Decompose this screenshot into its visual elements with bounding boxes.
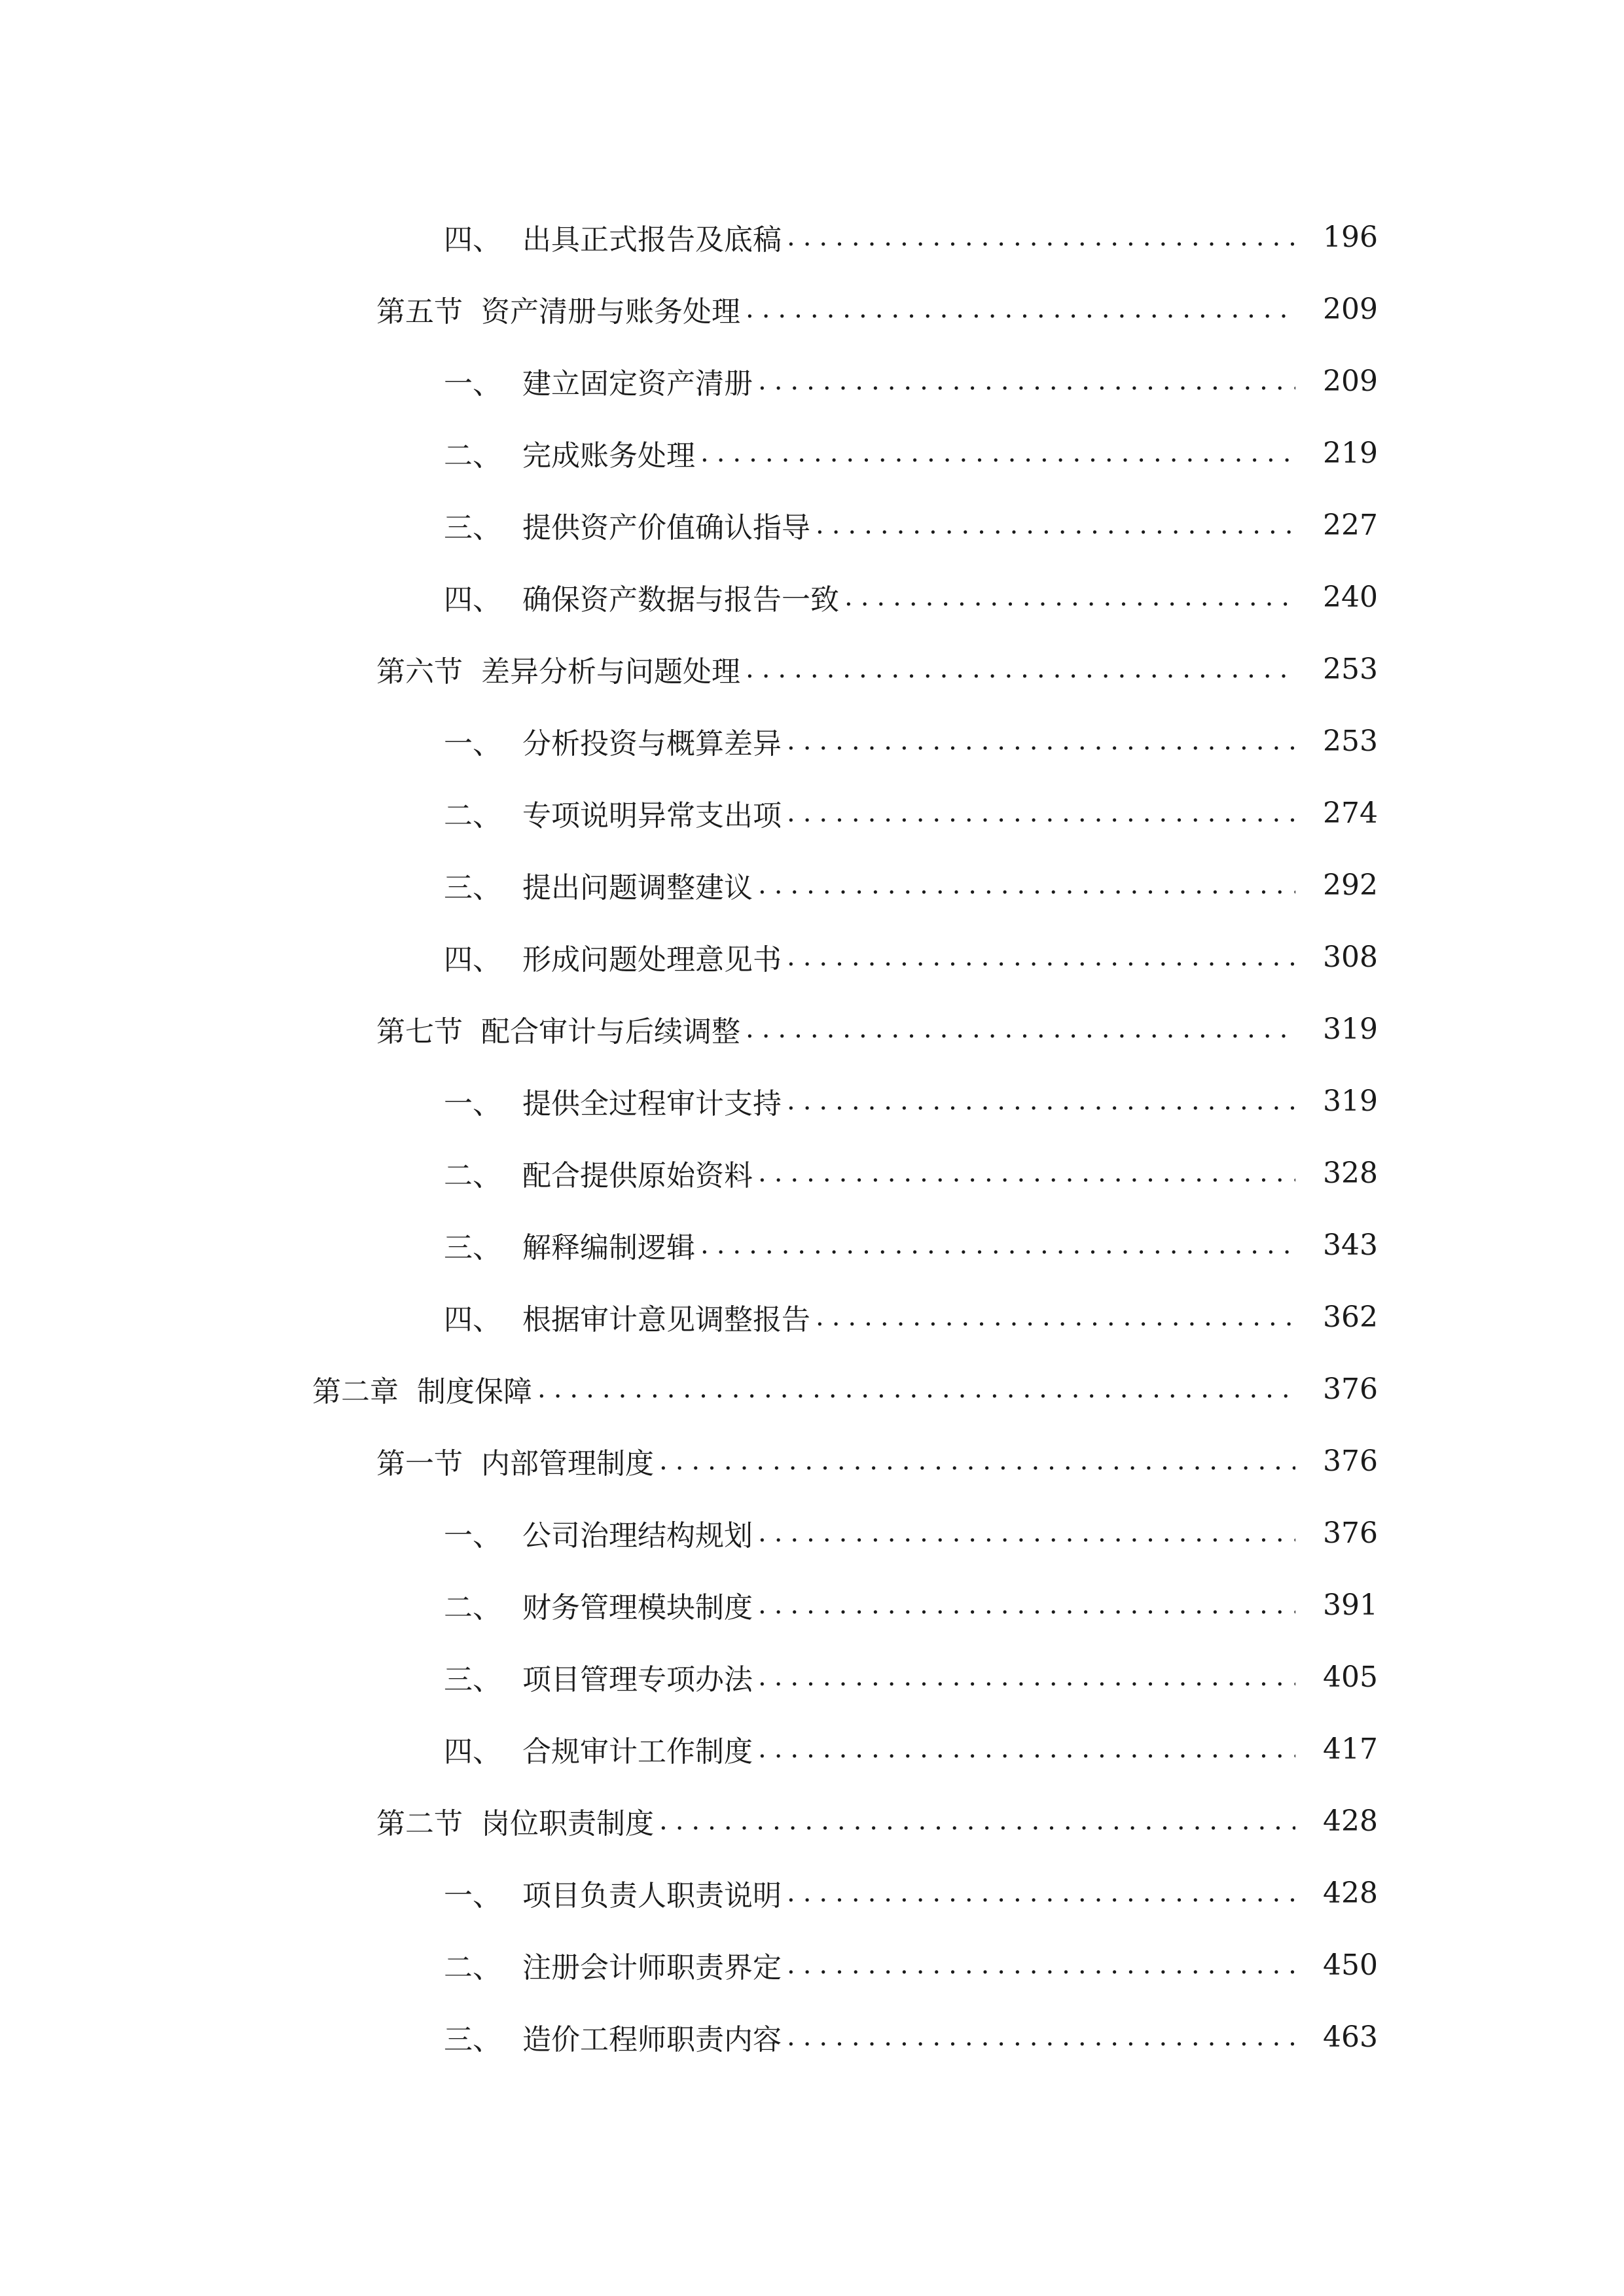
toc-entry[interactable] xyxy=(0,1569,1624,1641)
toc-entry-page-number: 463 xyxy=(1323,2020,1378,2054)
dot-leader xyxy=(816,510,1295,540)
toc-entry[interactable] xyxy=(0,849,1624,921)
dot-leader xyxy=(758,1734,1295,1764)
toc-entry-title: 专项说明异常支出项 xyxy=(522,799,782,833)
toc-entry[interactable] xyxy=(0,417,1624,489)
toc-entry-page-number: 227 xyxy=(1323,508,1378,542)
dot-leader xyxy=(758,366,1295,396)
dot-leader xyxy=(746,654,1295,684)
toc-entry-title: 差异分析与问题处理 xyxy=(481,655,740,689)
toc-entry-title: 财务管理模块制度 xyxy=(522,1591,753,1624)
toc-entry-title: 合规审计工作制度 xyxy=(522,1735,753,1768)
toc-entry[interactable] xyxy=(0,489,1624,561)
dot-leader xyxy=(758,1662,1295,1692)
toc-entry-title: 完成账务处理 xyxy=(522,439,695,473)
toc-entry-page-number: 209 xyxy=(1323,364,1378,398)
toc-entry[interactable] xyxy=(0,201,1624,273)
toc-entry-title: 项目负责人职责说明 xyxy=(522,1879,782,1912)
toc-entry-title: 提供资产价值确认指导 xyxy=(522,511,810,545)
dot-leader xyxy=(700,1230,1295,1260)
toc-entry[interactable] xyxy=(0,1425,1624,1497)
toc-entry[interactable] xyxy=(0,1353,1624,1425)
toc-entry-number: 二、 xyxy=(444,439,501,473)
dot-leader xyxy=(787,222,1295,252)
toc-entry-number: 一、 xyxy=(444,727,501,761)
toc-entry-page-number: 274 xyxy=(1323,796,1378,830)
toc-entry-page-number: 376 xyxy=(1323,1516,1378,1550)
toc-entry-number: 二、 xyxy=(444,1951,501,1984)
toc-entry-title: 解释编制逻辑 xyxy=(522,1231,695,1265)
dot-leader xyxy=(787,2022,1295,2052)
toc-entry-page-number: 417 xyxy=(1323,1732,1378,1766)
toc-entry-number: 一、 xyxy=(444,367,501,401)
dot-leader xyxy=(758,1518,1295,1548)
dot-leader xyxy=(787,798,1295,828)
toc-entry-number: 一、 xyxy=(444,1087,501,1121)
toc-entry[interactable] xyxy=(0,1209,1624,1281)
toc-entry-number: 第二章 xyxy=(312,1375,399,1408)
toc-entry[interactable] xyxy=(0,1281,1624,1353)
toc-entry[interactable] xyxy=(0,345,1624,417)
toc-entry-title: 建立固定资产清册 xyxy=(522,367,753,401)
toc-entry-number: 一、 xyxy=(444,1519,501,1552)
toc-entry[interactable] xyxy=(0,1641,1624,1713)
toc-entry-title: 项目管理专项办法 xyxy=(522,1663,753,1696)
toc-entry[interactable] xyxy=(0,705,1624,777)
toc-entry-title: 分析投资与概算差异 xyxy=(522,727,782,761)
toc-entry-page-number: 253 xyxy=(1323,652,1378,686)
dot-leader xyxy=(844,582,1295,612)
toc-entry-number: 第七节 xyxy=(376,1015,463,1049)
toc-entry-page-number: 428 xyxy=(1323,1876,1378,1910)
toc-entry-number: 四、 xyxy=(444,1735,501,1768)
toc-entry-page-number: 240 xyxy=(1323,580,1378,614)
dot-leader xyxy=(787,1878,1295,1908)
toc-entry-number: 三、 xyxy=(444,871,501,905)
toc-entry-number: 三、 xyxy=(444,1663,501,1696)
toc-entry-number: 四、 xyxy=(444,583,501,617)
toc-entry[interactable] xyxy=(0,1785,1624,1857)
toc-entry-title: 确保资产数据与报告一致 xyxy=(522,583,839,617)
toc-entry-page-number: 328 xyxy=(1323,1156,1378,1190)
toc-entry-number: 三、 xyxy=(444,511,501,545)
toc-entry[interactable] xyxy=(0,777,1624,849)
toc-entry-title: 公司治理结构规划 xyxy=(522,1519,753,1552)
toc-entry-number: 四、 xyxy=(444,943,501,977)
toc-entry-page-number: 308 xyxy=(1323,940,1378,974)
toc-entry-title: 形成问题处理意见书 xyxy=(522,943,782,977)
toc-entry-title: 资产清册与账务处理 xyxy=(481,295,740,329)
dot-leader xyxy=(746,294,1295,324)
toc-entry[interactable] xyxy=(0,633,1624,705)
toc-entry-number: 第二节 xyxy=(376,1807,463,1840)
toc-entry-title: 岗位职责制度 xyxy=(481,1807,654,1840)
toc-entry[interactable] xyxy=(0,1497,1624,1569)
toc-entry[interactable] xyxy=(0,2001,1624,2073)
toc-entry-title: 根据审计意见调整报告 xyxy=(522,1303,810,1336)
dot-leader xyxy=(787,942,1295,972)
toc-entry-page-number: 428 xyxy=(1323,1804,1378,1838)
toc-entry[interactable] xyxy=(0,921,1624,993)
toc-entry[interactable] xyxy=(0,273,1624,345)
dot-leader xyxy=(758,1158,1295,1188)
toc-entry-title: 造价工程师职责内容 xyxy=(522,2023,782,2056)
toc-entry-page-number: 376 xyxy=(1323,1444,1378,1478)
toc-entry-page-number: 362 xyxy=(1323,1300,1378,1334)
toc-entry[interactable] xyxy=(0,1857,1624,1929)
toc-entry-page-number: 376 xyxy=(1323,1372,1378,1406)
toc-entry[interactable] xyxy=(0,1713,1624,1785)
dot-leader xyxy=(758,870,1295,900)
dot-leader xyxy=(537,1374,1295,1404)
toc-entry-number: 二、 xyxy=(444,1591,501,1624)
toc-entry-page-number: 319 xyxy=(1323,1084,1378,1118)
toc-entry-title: 制度保障 xyxy=(417,1375,532,1408)
dot-leader xyxy=(758,1590,1295,1620)
toc-entry-number: 三、 xyxy=(444,1231,501,1265)
table-of-contents xyxy=(0,201,1624,2073)
toc-entry-number: 第一节 xyxy=(376,1447,463,1480)
toc-entry-page-number: 391 xyxy=(1323,1588,1378,1622)
toc-entry-number: 四、 xyxy=(444,223,501,257)
toc-entry-title: 出具正式报告及底稿 xyxy=(522,223,782,257)
toc-entry-title: 提供全过程审计支持 xyxy=(522,1087,782,1121)
toc-entry-page-number: 319 xyxy=(1323,1012,1378,1046)
toc-entry[interactable] xyxy=(0,1929,1624,2001)
dot-leader xyxy=(659,1806,1295,1836)
dot-leader xyxy=(787,1086,1295,1116)
toc-entry-title: 内部管理制度 xyxy=(481,1447,654,1480)
toc-entry-number: 一、 xyxy=(444,1879,501,1912)
toc-entry-number: 二、 xyxy=(444,799,501,833)
dot-leader xyxy=(787,1950,1295,1980)
dot-leader xyxy=(787,726,1295,756)
toc-entry-number: 第六节 xyxy=(376,655,463,689)
dot-leader xyxy=(659,1446,1295,1476)
toc-entry[interactable] xyxy=(0,1137,1624,1209)
toc-entry-page-number: 253 xyxy=(1323,724,1378,758)
toc-entry-title: 配合提供原始资料 xyxy=(522,1159,753,1193)
toc-entry-number: 第五节 xyxy=(376,295,463,329)
dot-leader xyxy=(746,1014,1295,1044)
toc-entry[interactable] xyxy=(0,561,1624,633)
toc-entry-number: 三、 xyxy=(444,2023,501,2056)
toc-entry-title: 注册会计师职责界定 xyxy=(522,1951,782,1984)
toc-entry-page-number: 196 xyxy=(1323,220,1378,254)
toc-entry[interactable] xyxy=(0,993,1624,1065)
toc-entry-number: 四、 xyxy=(444,1303,501,1336)
toc-entry-title: 提出问题调整建议 xyxy=(522,871,753,905)
dot-leader xyxy=(700,438,1295,468)
toc-entry-page-number: 450 xyxy=(1323,1948,1378,1982)
toc-entry-number: 二、 xyxy=(444,1159,501,1193)
toc-entry-page-number: 292 xyxy=(1323,868,1378,902)
toc-entry-title: 配合审计与后续调整 xyxy=(481,1015,740,1049)
dot-leader xyxy=(816,1302,1295,1332)
toc-entry-page-number: 219 xyxy=(1323,436,1378,470)
toc-entry-page-number: 209 xyxy=(1323,292,1378,326)
toc-entry-page-number: 343 xyxy=(1323,1228,1378,1262)
toc-entry[interactable] xyxy=(0,1065,1624,1137)
toc-entry-page-number: 405 xyxy=(1323,1660,1378,1694)
